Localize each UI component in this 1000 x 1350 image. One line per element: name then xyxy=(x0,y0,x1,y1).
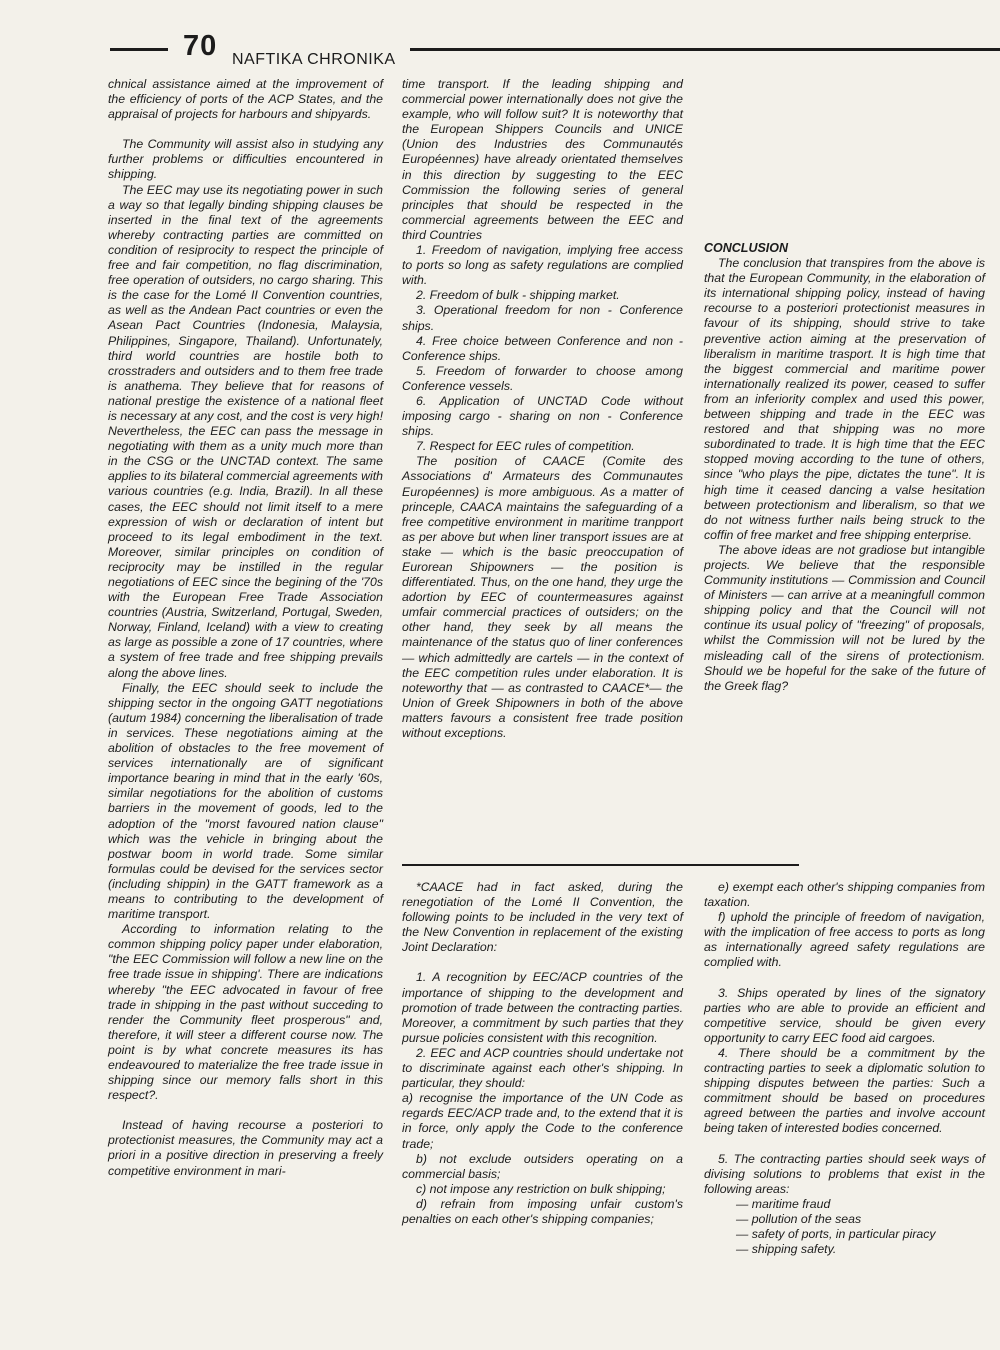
footnote-rule xyxy=(402,864,799,866)
paragraph: The EEC may use its negotiating power in such a way so that legally binding shipping clauses be inserted in the final text of the agreements whereby contracting parties are committed on condition of resiprocity to respect the principle of free and fair competition, no flag discrimination, free operation of outsiders, no cargo sharing. This is the case for the Lomé II Convention countries, as well as the Andean Pact countries or even the Asean Pact Countries (Indonesia, Malaysia, Philippines, Singapore, Thailand). Unfortunately, third world countries are hostile both to crosstraders and outsiders and to them free trade is anathema. They believe that for reasons of national prestige the existence of a national fleet is necessary at any cost, and the cost is very high! Nevertheless, the EEC can pass the message in negotiating with them as a unity much more than in the CSG or the UNCTAD context. The same applies to its bilateral commercial agreements with various countries (e.g. India, Brazil). In all these cases, the EEC should not limit itself to a mere expression of wish or declaration of intent but proceed to its legal embodiment in the text. Moreover, similar principles on condition of reciprocity may be instilled in the regular negotiations of EEC since the begining of the '70s with the European Free Trade Association countries (Austria, Switzerland, Portugal, Sweden, Norway, Finland, Iceland) with a view to creating as large as possible a zone of 17 countries, where a system of free trade and free shipping prevails along the above lines. xyxy=(108,182,383,680)
conclusion-section xyxy=(704,241,985,694)
principle-item: 5. Freedom of forwarder to choose among Conference vessels. xyxy=(402,363,683,393)
principle-item: 4. Free choice between Conference and non - Conference ships. xyxy=(402,333,683,363)
footnote-paragraph: 1. A recognition by EEC/ACP countries of the importance of shipping to the development and promotion of trade between the contracting parties. Moreover, a commitment by such parties that they pursue policies consistent with this recognition. xyxy=(402,970,683,1045)
principle-item: 7. Respect for EEC rules of competition. xyxy=(416,439,635,454)
column-2 xyxy=(402,77,683,741)
paragraph: Instead of having recourse a posteriori to protectionist measures, the Community may act a priori in a positive direction in preserving a freely competitive environment in mari- xyxy=(108,1118,383,1178)
conclusion-heading: CONCLUSION xyxy=(704,241,789,255)
footnote-paragraph: b) not exclude outsiders operating on a commercial basis; xyxy=(402,1151,683,1181)
principle-item: 1. Freedom of navigation, implying free access to ports so long as safety regulations are complied with. xyxy=(402,243,683,288)
paragraph: The position of CAACE (Comite des Associations d' Armateurs des Communautes Européennes) is more ambiguous. As a matter of princeple, CAACA maintains the safeguarding of a free competitive environment in maritime tranpport as per above but when liner transport issues are at stake — which is the basic preoccupation of Eurorean Shipowners — the position is differentiated. Thus, on the one hand, they urge the adortion by EEC of countermeasures against umfair commercial practices of outsiders; on the other hand, they seek by all means the maintenance of the status quo of liner conferences — which admittedly are cartels — in the context of the EEC competition rules under elaboration. It is noteworthy that — as contrasted to CAACE*— the Union of Greek Shipowners in both of the above matters favours a consistent free trade position without exceptions. xyxy=(402,454,683,741)
paragraph: Finally, the EEC should seek to include the shipping sector in the ongoing GATT negotiations (autum 1984) concerning the liberalisation of trade in services. These negotiations aiming at the abolition of obstacles to the free movement of services internationally are of significant importance bearing in mind that in the early '60s, similar negotiations for the abolition of customs barriers in the movement of goods, led to the adoption of the "morst favoured nation clause" which was the vehicle in bringing about the postwar boom in world trade. Some similar formulas could be devised for the services sector (including shippin) in the GATT framework as a means to contributing to the development of maritime transport. xyxy=(108,680,383,922)
column-1 xyxy=(108,77,383,1179)
footnote-paragraph: f) uphold the principle of freedom of navigation, with the implication of free access to ports as long as internationally agreed safety regulations are complied with. xyxy=(704,910,985,970)
footnote-paragraph: a) recognise the importance of the UN Code as regards EEC/ACP trade and, to the extend that it is in force, only apply the Code to the conference trade; xyxy=(402,1091,683,1151)
paragraph: time transport. If the leading shipping and commercial power internationally does not give the example, who will follow suit? It is noteworthy that the European Shippers Councils and UNICE (Union des Industries des Communautés Européennes) have already orientated themselves in this direction by suggesting to the EEC Commission the following series of general principles that should be respected in the commercial agreements between the EEC and third Countries xyxy=(402,77,683,242)
footnote-paragraph: 3. Ships operated by lines of the signatory parties who are able to provide an efficient and competitive service, should be given every opportunity to carry EEC food aid cargoes. xyxy=(704,985,985,1045)
paragraph: The conclusion that transpires from the above is that the European Community, in the elaboration of its international shipping policy, instead of having recourse to a posteriori protectionist measures in favour of its shipping, should strive to take preventive action aiming at the preservation of liberalism in maritime trasport. It is high time that the biggest commercial and maritime power internationally realized its power, ceased to suffer from an inferiority complex and used this power, between shipping and trade in the EEC was restored and that shipping was no more subordinated to trade. It is high time that the EEC stopped moving according to the tune of others, since "who plays the pipe, dictates the tune". It is high time it ceased dancing a valse hesitation between protectionism and liberalism, so that we do not witness further nails being struck to the coffin of free market and free shipping enterprise. xyxy=(704,256,985,542)
area-item: — pollution of the seas xyxy=(736,1211,862,1226)
paragraph: According to information relating to the common shipping policy paper under elaboration, "the EEC Commission will follow a new line on the free trade issue in shipping'. There are indications whereby "the EEC advocated in favour of free trade in shipping in the past without succeding to render the Community fleet prosperous" and, therefore, it will steer a different course now. The point is by what concrete measures its has endeavoured to materialize the free trade issue in shipping since our memory falls short in this respect?. xyxy=(108,922,383,1103)
header-rule-left xyxy=(110,48,168,51)
principle-item: 3. Operational freedom for non - Conference ships. xyxy=(402,303,683,333)
page-number: 70 xyxy=(183,30,218,62)
footnote-paragraph: 5. The contracting parties should seek ways of divising solutions to problems that exist in the following areas: xyxy=(704,1151,985,1196)
principle-item: 6. Application of UNCTAD Code without imposing cargo - sharing on non - Conference ships. xyxy=(402,393,683,439)
area-item: — shipping safety. xyxy=(736,1242,837,1257)
principle-item: 2. Freedom of bulk - shipping market. xyxy=(416,288,620,303)
footnote-paragraph: 4. There should be a commitment by the contracting parties to seek a diplomatic solution to shipping disputes between the parties: Such a commitment should be based on procedures agreed between the parties and involve account being taken of interested bodies concerned. xyxy=(704,1045,985,1136)
area-item: — maritime fraud xyxy=(736,1196,831,1211)
journal-title: NAFTIKA CHRONIKA xyxy=(232,51,396,68)
paragraph: chnical assistance aimed at the improvement of the efficiency of ports of the ACP States, and the appraisal of projects for harbours and shipyards. xyxy=(108,77,383,122)
footnote-paragraph: 2. EEC and ACP countries should undertake not to discriminate against each other's shipping. In particular, they should: xyxy=(402,1045,683,1091)
header-rule-right xyxy=(410,48,1000,51)
footnote-paragraph: c) not impose any restriction on bulk shipping; xyxy=(416,1181,666,1196)
footnote-paragraph: e) exempt each other's shipping companies from taxation. xyxy=(704,880,985,910)
footnote-paragraph: *CAACE had in fact asked, during the renegotiation of the Lomé II Convention, the following points to be included in the very text of the New Convention in replacement of the existing Joint Declaration: xyxy=(402,880,683,955)
paragraph: The Community will assist also in studying any further problems or difficulties encountered in shipping. xyxy=(108,137,383,182)
paragraph: The above ideas are not gradiose but intangible projects. We believe that the responsible Community institutions — Commission and Council of Ministers — can arrive at a meaningfull common shipping policy and that the Council will not continue its usual policy of "freezing" of proposals, whilst the Commission will not be lured by the misleading call of the sirens of protectionism. Should we be hopeful for the sake of the future of the Greek flag? xyxy=(704,542,985,693)
footnote-paragraph: d) refrain from imposing unfair custom's penalties on each other's shipping companies; xyxy=(402,1196,683,1226)
footnote-column-1 xyxy=(402,880,683,1227)
area-item: — safety of ports, in particular piracy xyxy=(736,1226,936,1241)
footnote-column-2 xyxy=(704,880,985,1257)
